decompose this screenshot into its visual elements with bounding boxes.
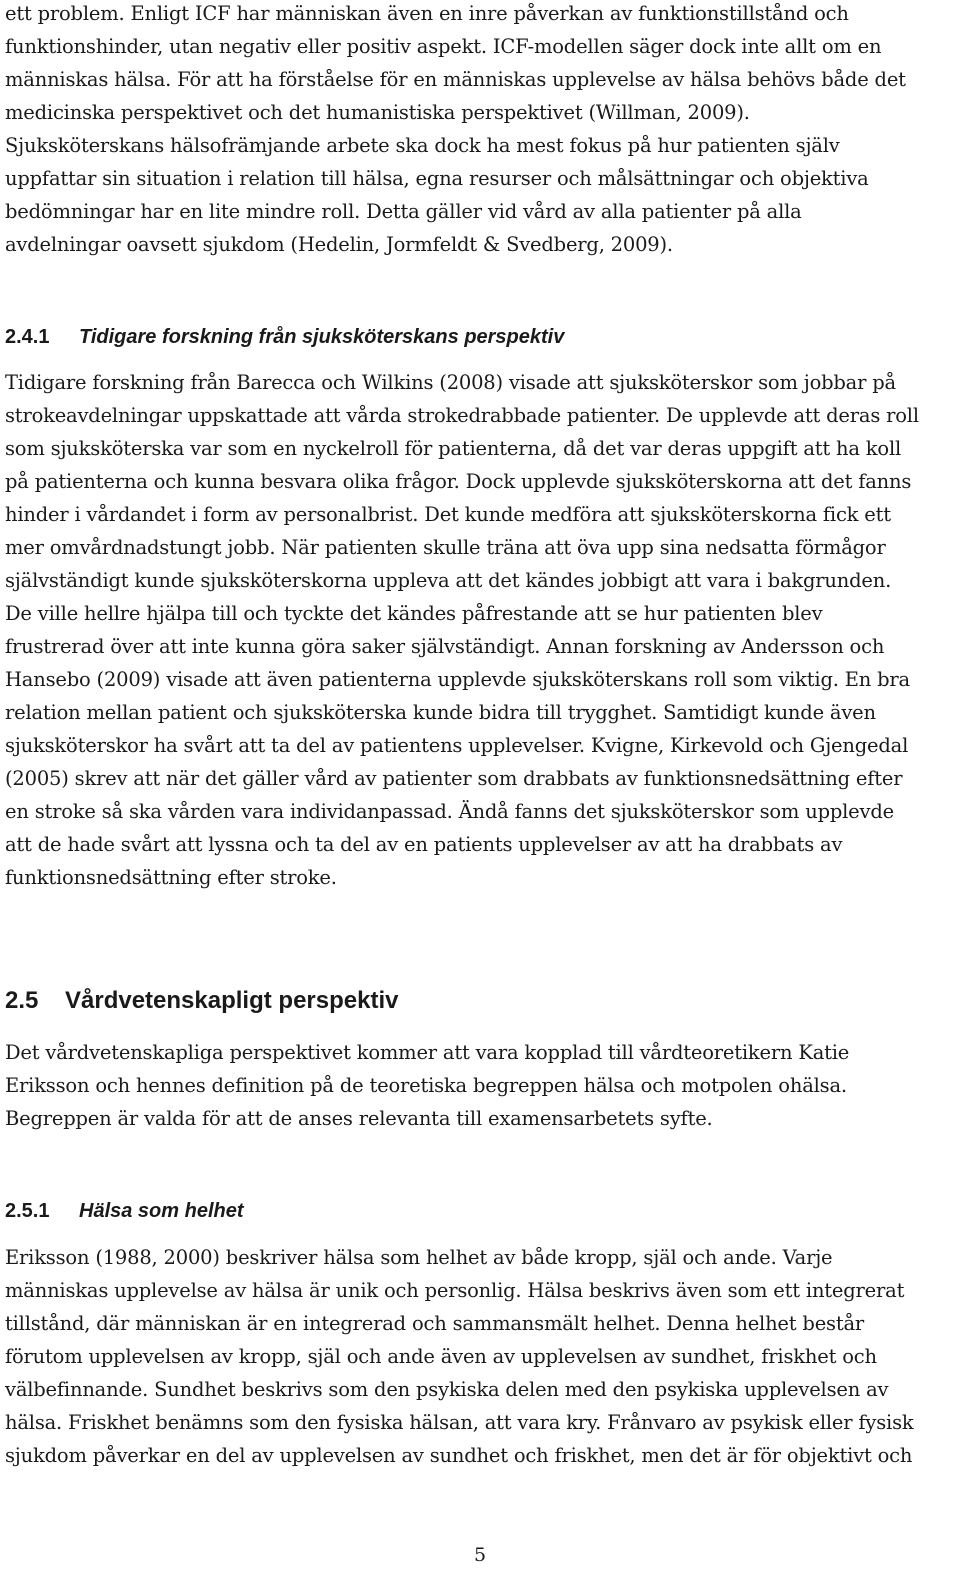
text-line: Begreppen är valda för att de anses relevanta till examensarbetets syfte.	[5, 1107, 713, 1130]
text-line: som sjuksköterska var som en nyckelroll för patienterna, då det var deras uppgift att ha koll	[5, 437, 902, 460]
text-line: mer omvårdnadstungt jobb. När patienten skulle träna att öva upp sina nedsatta förmågor	[5, 536, 886, 559]
text-line: Hansebo (2009) visade att även patienterna upplevde sjuksköterskans roll som viktig. En bra	[5, 668, 910, 691]
text-line: sjuksköterskor ha svårt att ta del av patientens upplevelser. Kvigne, Kirkevold och Gjengedal	[5, 734, 909, 757]
section-title: Hälsa som helhet	[79, 1200, 244, 1222]
text-line: relation mellan patient och sjuksköterska kunde bidra till trygghet. Samtidigt kunde även	[5, 701, 876, 724]
page-number: 5	[473, 1544, 487, 1566]
section-2-5-paragraph	[5, 1036, 849, 1135]
text-line: frustrerad över att inte kunna göra saker självständigt. Annan forskning av Andersson och	[5, 635, 885, 658]
text-line: på patienterna och kunna besvara olika frågor. Dock upplevde sjuksköterskorna att det fanns	[5, 470, 912, 493]
text-line: en stroke så ska vården vara individanpassad. Ändå fanns det sjuksköterskor som upplevde	[5, 800, 894, 823]
text-line: bedömningar har en lite mindre roll. Detta gäller vid vård av alla patienter på alla	[5, 200, 802, 223]
text-line: uppfattar sin situation i relation till hälsa, egna resurser och målsättningar och objektiva	[5, 167, 869, 190]
text-line: att de hade svårt att lyssna och ta del av en patients upplevelser av att ha drabbats av	[5, 833, 843, 856]
text-line: Sjuksköterskans hälsofrämjande arbete ska dock ha mest fokus på hur patienten själv	[5, 134, 840, 157]
text-line: självständigt kunde sjuksköterskorna uppleva att det kändes jobbigt att vara i bakgrunden.	[5, 569, 892, 592]
text-line: Eriksson (1988, 2000) beskriver hälsa som helhet av både kropp, själ och ande. Varje	[5, 1246, 833, 1269]
section-heading-2-5-1	[5, 1197, 244, 1225]
text-line: Tidigare forskning från Barecca och Wilkins (2008) visade att sjuksköterskor som jobbar på	[5, 371, 896, 394]
text-line: sjukdom påverkar en del av upplevelsen av sundhet och friskhet, men det är för objektivt och	[5, 1444, 913, 1467]
section-2-4-1-paragraph	[5, 366, 919, 894]
text-line: människas hälsa. För att ha förståelse för en människas upplevelse av hälsa behövs både det	[5, 68, 906, 91]
section-title: Tidigare forskning från sjuksköterskans perspektiv	[79, 326, 565, 348]
text-line: De ville hellre hjälpa till och tyckte det kändes påfrestande att se hur patienten blev	[5, 602, 823, 625]
text-line: människas upplevelse av hälsa är unik och personlig. Hälsa beskrivs även som ett integrerat	[5, 1279, 905, 1302]
section-heading-2-5	[5, 986, 398, 1016]
section-2-5-1-paragraph	[5, 1241, 914, 1472]
text-line: ett problem. Enligt ICF har människan även en inre påverkan av funktionstillstånd och	[5, 2, 849, 25]
text-line: Eriksson och hennes definition på de teoretiska begreppen hälsa och motpolen ohälsa.	[5, 1074, 847, 1097]
text-line: hälsa. Friskhet benämns som den fysiska hälsan, att vara kry. Frånvaro av psykisk eller fysisk	[5, 1411, 914, 1434]
text-line: hinder i vårdandet i form av personalbrist. Det kunde medföra att sjuksköterskorna fick ett	[5, 503, 891, 526]
section-title: Vårdvetenskapligt perspektiv	[65, 987, 399, 1014]
intro-paragraph	[5, 0, 906, 261]
text-line: förutom upplevelsen av kropp, själ och ande även av upplevelsen av sundhet, friskhet och	[5, 1345, 877, 1368]
text-line: funktionsnedsättning efter stroke.	[5, 866, 337, 889]
text-line: (2005) skrev att när det gäller vård av patienter som drabbats av funktionsnedsättning efter	[5, 767, 903, 790]
text-line: medicinska perspektivet och det humanistiska perspektivet (Willman, 2009).	[5, 101, 750, 124]
text-line: tillstånd, där människan är en integrerad och sammansmält helhet. Denna helhet består	[5, 1312, 865, 1335]
text-line: Det vårdvetenskapliga perspektivet kommer att vara kopplad till vårdteoretikern Katie	[5, 1041, 850, 1064]
text-line: funktionshinder, utan negativ eller positiv aspekt. ICF-modellen säger dock inte allt om en	[5, 35, 882, 58]
text-line: avdelningar oavsett sjukdom (Hedelin, Jormfeldt & Svedberg, 2009).	[5, 233, 673, 256]
section-heading-2-4-1	[5, 323, 564, 351]
text-line: välbefinnande. Sundhet beskrivs som den psykiska delen med den psykiska upplevelsen av	[5, 1378, 889, 1401]
text-line: strokeavdelningar uppskattade att vårda strokedrabbade patienter. De upplevde att deras roll	[5, 404, 919, 427]
section-number: 2.4.1	[5, 326, 50, 348]
section-number: 2.5	[5, 987, 39, 1014]
section-number: 2.5.1	[5, 1200, 50, 1222]
